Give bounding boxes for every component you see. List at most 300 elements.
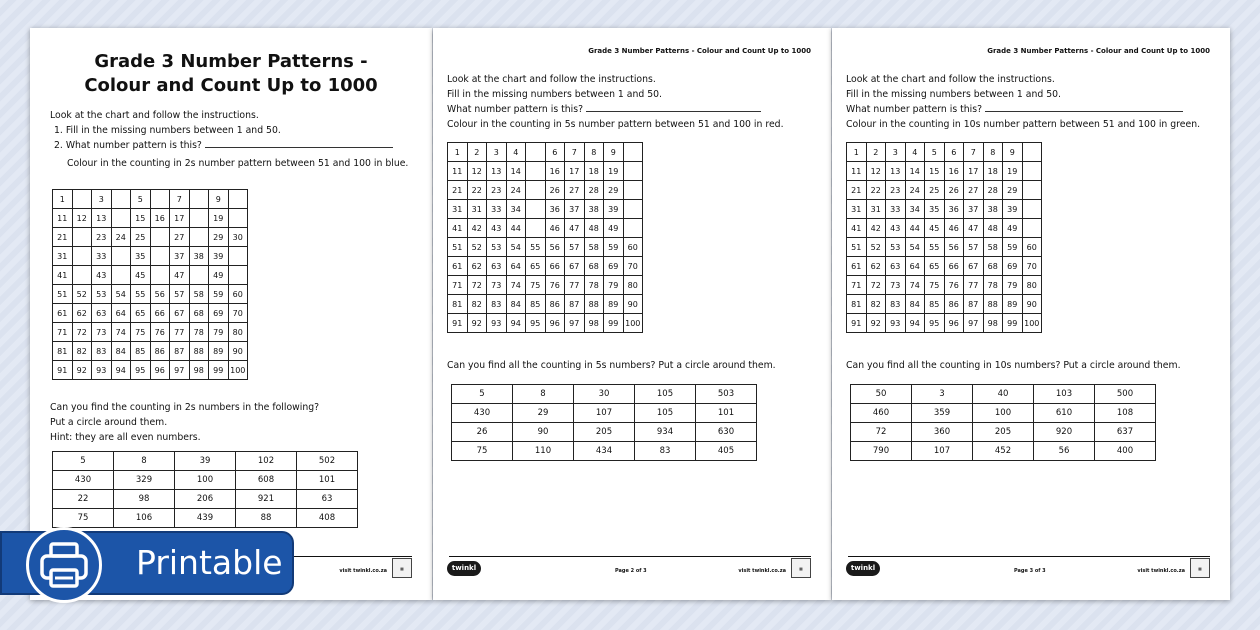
table-cell[interactable]: [526, 143, 546, 162]
table-cell: 65: [131, 304, 151, 323]
table-cell: 82: [866, 295, 886, 314]
table-cell: 90: [228, 342, 248, 361]
table-cell: 16: [944, 162, 964, 181]
table-cell: 15: [131, 209, 151, 228]
table-cell: 65: [925, 257, 945, 276]
table-cell: 21: [53, 228, 73, 247]
instruction-step-2: 2. What number pattern is this?: [54, 140, 202, 151]
table-cell: 62: [72, 304, 92, 323]
table-cell: 72: [851, 423, 912, 442]
table-cell: 1: [53, 190, 73, 209]
table-cell: 92: [72, 361, 92, 380]
table-row: [847, 181, 1042, 200]
table-cell[interactable]: [150, 190, 170, 209]
table-cell: 12: [866, 162, 886, 181]
table-cell[interactable]: [150, 247, 170, 266]
table-cell: 7: [964, 143, 984, 162]
table-cell: 41: [448, 219, 468, 238]
table-cell: 83: [635, 442, 696, 461]
table-cell: 8: [584, 143, 604, 162]
table-cell: 74: [111, 323, 131, 342]
page-header: Grade 3 Number Patterns - Colour and Count Up to 1000: [987, 47, 1210, 55]
table-cell: 39: [209, 247, 229, 266]
table-cell: 74: [905, 276, 925, 295]
table-cell: 61: [53, 304, 73, 323]
table-cell: 69: [604, 257, 624, 276]
table-cell: 41: [847, 219, 867, 238]
table-cell: 24: [111, 228, 131, 247]
question-text: Put a circle around them.: [50, 417, 168, 428]
table-cell: 75: [452, 442, 513, 461]
table-cell: 90: [1022, 295, 1042, 314]
table-cell: 93: [487, 314, 507, 333]
table-cell: 9: [1003, 143, 1023, 162]
table-cell: 79: [604, 276, 624, 295]
table-row: [452, 404, 757, 423]
table-cell: 101: [696, 404, 757, 423]
table-cell: 3: [912, 385, 973, 404]
table-row: [53, 509, 358, 528]
table-cell: 24: [905, 181, 925, 200]
table-cell: 88: [236, 509, 297, 528]
table-cell: 637: [1095, 423, 1156, 442]
table-cell: 76: [150, 323, 170, 342]
table-row: [448, 295, 643, 314]
table-cell[interactable]: [72, 228, 92, 247]
instruction-step-1: Fill in the missing numbers between 1 and 50.: [447, 89, 663, 100]
table-cell: 96: [545, 314, 565, 333]
table-cell: 66: [944, 257, 964, 276]
page-header: Grade 3 Number Patterns - Colour and Count Up to 1000: [588, 47, 811, 55]
table-cell[interactable]: [623, 162, 643, 181]
worksheet-page-2: [433, 28, 831, 600]
table-cell: 95: [131, 361, 151, 380]
table-cell: 51: [448, 238, 468, 257]
table-cell: 105: [635, 404, 696, 423]
table-cell: 6: [545, 143, 565, 162]
table-cell: 63: [487, 257, 507, 276]
table-cell[interactable]: [1022, 200, 1042, 219]
instruction-step-1: Fill in the missing numbers between 1 and 50.: [846, 89, 1062, 100]
table-cell: 54: [111, 285, 131, 304]
table-row: [53, 247, 248, 266]
table-cell: 21: [847, 181, 867, 200]
table-cell: 85: [526, 295, 546, 314]
table-cell: 80: [1022, 276, 1042, 295]
table-cell[interactable]: [111, 266, 131, 285]
table-cell: 79: [1003, 276, 1023, 295]
table-cell[interactable]: [189, 266, 209, 285]
table-cell: 63: [886, 257, 906, 276]
table-cell: 29: [1003, 181, 1023, 200]
table-cell: 29: [209, 228, 229, 247]
table-cell: 2: [866, 143, 886, 162]
table-cell: 107: [912, 442, 973, 461]
table-cell: 57: [964, 238, 984, 257]
table-cell: 71: [448, 276, 468, 295]
colour-instruction: Colour in the counting in 10s number pattern between 51 and 100 in green.: [846, 119, 1201, 130]
table-cell[interactable]: [228, 209, 248, 228]
table-cell: 94: [506, 314, 526, 333]
table-cell[interactable]: [623, 200, 643, 219]
instruction-step-2: What number pattern is this?: [447, 104, 584, 115]
table-row: [53, 323, 248, 342]
table-cell: 55: [925, 238, 945, 257]
table-cell: 78: [584, 276, 604, 295]
table-row: [448, 143, 643, 162]
table-cell: 93: [886, 314, 906, 333]
answer-table: [451, 384, 757, 461]
table-cell: 40: [973, 385, 1034, 404]
table-cell: 110: [513, 442, 574, 461]
table-cell: 43: [92, 266, 112, 285]
table-cell: 3: [487, 143, 507, 162]
table-cell: 31: [53, 247, 73, 266]
table-cell: 44: [905, 219, 925, 238]
table-cell: 80: [228, 323, 248, 342]
table-cell: 68: [983, 257, 1003, 276]
table-cell: 21: [448, 181, 468, 200]
table-cell: 52: [866, 238, 886, 257]
table-cell: 610: [1034, 404, 1095, 423]
instruction-step-2: What number pattern is this?: [846, 104, 983, 115]
table-cell: 67: [964, 257, 984, 276]
table-row: [53, 285, 248, 304]
answer-line[interactable]: [985, 103, 1183, 112]
table-cell: 30: [228, 228, 248, 247]
table-cell: 19: [209, 209, 229, 228]
table-cell: 73: [92, 323, 112, 342]
table-cell: 74: [506, 276, 526, 295]
table-cell[interactable]: [526, 162, 546, 181]
table-row: [53, 342, 248, 361]
thumbnail-icon: ▦: [1190, 558, 1210, 578]
table-cell: 84: [111, 342, 131, 361]
table-cell: 108: [1095, 404, 1156, 423]
table-cell: 76: [944, 276, 964, 295]
table-cell[interactable]: [72, 266, 92, 285]
table-cell[interactable]: [623, 219, 643, 238]
table-cell: 25: [131, 228, 151, 247]
table-cell: 70: [228, 304, 248, 323]
table-cell: 502: [297, 452, 358, 471]
table-cell: 59: [209, 285, 229, 304]
table-cell: 9: [209, 190, 229, 209]
table-cell: 47: [170, 266, 190, 285]
table-cell: 95: [526, 314, 546, 333]
table-cell: 59: [1003, 238, 1023, 257]
table-cell: 96: [150, 361, 170, 380]
table-cell: 921: [236, 490, 297, 509]
table-cell: 14: [506, 162, 526, 181]
table-cell[interactable]: [228, 247, 248, 266]
table-cell[interactable]: [150, 266, 170, 285]
table-cell: 98: [584, 314, 604, 333]
table-cell: 64: [905, 257, 925, 276]
table-cell: 90: [513, 423, 574, 442]
table-cell: 12: [72, 209, 92, 228]
table-cell: 4: [506, 143, 526, 162]
table-cell: 41: [53, 266, 73, 285]
table-cell: 77: [170, 323, 190, 342]
table-cell: 100: [175, 471, 236, 490]
table-cell: 86: [944, 295, 964, 314]
table-cell: 205: [574, 423, 635, 442]
thumbnail-icon: ▦: [791, 558, 811, 578]
table-cell: 95: [925, 314, 945, 333]
table-cell: 430: [452, 404, 513, 423]
table-cell: 22: [866, 181, 886, 200]
table-cell[interactable]: [111, 190, 131, 209]
table-cell: 33: [886, 200, 906, 219]
table-row: [452, 423, 757, 442]
table-cell: 103: [1034, 385, 1095, 404]
table-cell: 78: [983, 276, 1003, 295]
answer-line[interactable]: [205, 139, 393, 148]
table-cell: 1: [448, 143, 468, 162]
table-cell[interactable]: [111, 209, 131, 228]
printer-icon: [26, 527, 102, 603]
table-cell: 5: [53, 452, 114, 471]
table-cell: 38: [983, 200, 1003, 219]
answer-line[interactable]: [586, 103, 761, 112]
table-row: [851, 385, 1156, 404]
table-cell: 94: [111, 361, 131, 380]
table-cell: 790: [851, 442, 912, 461]
table-cell: 26: [545, 181, 565, 200]
table-cell[interactable]: [526, 181, 546, 200]
table-cell: 56: [944, 238, 964, 257]
table-cell[interactable]: [189, 209, 209, 228]
table-row: [452, 385, 757, 404]
table-cell: 98: [114, 490, 175, 509]
table-cell: 55: [526, 238, 546, 257]
footer-visit: visit twinkl.co.za: [738, 568, 786, 574]
table-cell: 503: [696, 385, 757, 404]
table-cell[interactable]: [228, 266, 248, 285]
table-cell: 51: [847, 238, 867, 257]
table-cell: 98: [983, 314, 1003, 333]
table-cell: 86: [545, 295, 565, 314]
table-cell: 73: [487, 276, 507, 295]
colour-instruction: Colour in the counting in 5s number pattern between 51 and 100 in red.: [447, 119, 784, 130]
table-cell: 91: [448, 314, 468, 333]
worksheet-page-1: [30, 28, 432, 600]
table-row: [452, 442, 757, 461]
table-cell[interactable]: [189, 228, 209, 247]
table-row: [53, 490, 358, 509]
table-cell: 70: [1022, 257, 1042, 276]
table-cell: 23: [487, 181, 507, 200]
table-cell: 359: [912, 404, 973, 423]
table-cell: 33: [487, 200, 507, 219]
table-cell[interactable]: [150, 228, 170, 247]
table-cell: 7: [565, 143, 585, 162]
table-cell: 29: [604, 181, 624, 200]
table-cell: 2: [467, 143, 487, 162]
table-cell: 27: [565, 181, 585, 200]
table-cell: 88: [983, 295, 1003, 314]
table-cell[interactable]: [1022, 162, 1042, 181]
table-cell: 31: [847, 200, 867, 219]
table-cell: 68: [189, 304, 209, 323]
table-cell: 400: [1095, 442, 1156, 461]
table-cell: 62: [866, 257, 886, 276]
instructions-intro: Look at the chart and follow the instructions.: [447, 74, 656, 85]
table-cell: 72: [866, 276, 886, 295]
table-cell: 17: [565, 162, 585, 181]
table-cell: 92: [866, 314, 886, 333]
table-row: [448, 181, 643, 200]
table-cell: 86: [150, 342, 170, 361]
table-cell: 64: [111, 304, 131, 323]
table-cell: 58: [983, 238, 1003, 257]
table-cell: 71: [53, 323, 73, 342]
table-cell: 89: [1003, 295, 1023, 314]
table-cell: 47: [565, 219, 585, 238]
table-row: [53, 209, 248, 228]
table-cell: 45: [925, 219, 945, 238]
table-cell: 27: [170, 228, 190, 247]
table-cell: 16: [545, 162, 565, 181]
table-cell: 53: [886, 238, 906, 257]
table-cell[interactable]: [526, 200, 546, 219]
table-cell: 39: [604, 200, 624, 219]
table-cell[interactable]: [526, 219, 546, 238]
table-cell: 80: [623, 276, 643, 295]
table-cell: 59: [604, 238, 624, 257]
table-cell: 83: [886, 295, 906, 314]
table-cell: 23: [886, 181, 906, 200]
table-cell: 75: [526, 276, 546, 295]
table-cell: 44: [506, 219, 526, 238]
table-cell: 97: [964, 314, 984, 333]
table-cell[interactable]: [72, 190, 92, 209]
table-cell: 55: [131, 285, 151, 304]
table-cell: 97: [565, 314, 585, 333]
table-cell: 22: [53, 490, 114, 509]
table-row: [851, 404, 1156, 423]
table-cell: 57: [170, 285, 190, 304]
table-cell: 54: [905, 238, 925, 257]
table-cell: 28: [584, 181, 604, 200]
table-cell: 11: [53, 209, 73, 228]
table-cell[interactable]: [1022, 143, 1042, 162]
table-cell: 19: [604, 162, 624, 181]
table-cell: 72: [72, 323, 92, 342]
table-cell: 87: [170, 342, 190, 361]
table-cell: 70: [623, 257, 643, 276]
table-cell: 99: [1003, 314, 1023, 333]
table-cell[interactable]: [189, 190, 209, 209]
table-cell: 43: [487, 219, 507, 238]
table-row: [847, 162, 1042, 181]
table-cell: 630: [696, 423, 757, 442]
page-number: Page 2 of 3: [615, 568, 647, 574]
table-cell: 90: [623, 295, 643, 314]
table-cell[interactable]: [623, 181, 643, 200]
table-cell: 18: [983, 162, 1003, 181]
table-cell: 63: [297, 490, 358, 509]
table-cell: 3: [886, 143, 906, 162]
table-cell: 84: [506, 295, 526, 314]
table-row: [851, 423, 1156, 442]
table-cell: 100: [1022, 314, 1042, 333]
table-cell: 66: [150, 304, 170, 323]
table-cell: 920: [1034, 423, 1095, 442]
table-cell: 49: [1003, 219, 1023, 238]
table-cell: 206: [175, 490, 236, 509]
table-cell[interactable]: [72, 247, 92, 266]
table-cell: 81: [53, 342, 73, 361]
table-cell: 13: [886, 162, 906, 181]
table-cell: 89: [604, 295, 624, 314]
table-cell: 96: [944, 314, 964, 333]
question-text: Can you find the counting in 2s numbers in the following?: [50, 402, 320, 413]
table-cell: 34: [506, 200, 526, 219]
page-number: Page 3 of 3: [1014, 568, 1046, 574]
table-cell: 48: [584, 219, 604, 238]
table-cell: 25: [925, 181, 945, 200]
hint-text: Hint: they are all even numbers.: [50, 432, 201, 443]
table-cell: 430: [53, 471, 114, 490]
table-cell: 27: [964, 181, 984, 200]
table-cell: 82: [467, 295, 487, 314]
table-cell: 91: [847, 314, 867, 333]
table-cell: 62: [467, 257, 487, 276]
table-cell: 22: [467, 181, 487, 200]
table-cell: 49: [604, 219, 624, 238]
table-cell: 38: [189, 247, 209, 266]
table-cell: 58: [189, 285, 209, 304]
table-cell[interactable]: [1022, 219, 1042, 238]
table-cell: 934: [635, 423, 696, 442]
footer-visit: visit twinkl.co.za: [339, 568, 387, 574]
table-cell: 89: [209, 342, 229, 361]
table-row: [53, 361, 248, 380]
table-cell: 56: [150, 285, 170, 304]
table-cell: 28: [983, 181, 1003, 200]
table-cell: 81: [847, 295, 867, 314]
table-cell: 12: [467, 162, 487, 181]
table-row: [847, 200, 1042, 219]
table-row: [448, 162, 643, 181]
table-cell: 16: [150, 209, 170, 228]
table-cell: 75: [925, 276, 945, 295]
table-row: [448, 238, 643, 257]
table-cell: 99: [604, 314, 624, 333]
table-cell: 53: [92, 285, 112, 304]
table-cell[interactable]: [111, 247, 131, 266]
table-cell[interactable]: [1022, 181, 1042, 200]
table-cell: 35: [925, 200, 945, 219]
answer-table: [850, 384, 1156, 461]
table-cell: 53: [487, 238, 507, 257]
table-cell[interactable]: [228, 190, 248, 209]
table-cell[interactable]: [623, 143, 643, 162]
table-cell: 69: [209, 304, 229, 323]
table-cell: 5: [452, 385, 513, 404]
table-cell: 43: [886, 219, 906, 238]
table-cell: 51: [53, 285, 73, 304]
table-cell: 11: [448, 162, 468, 181]
table-row: [448, 257, 643, 276]
table-cell: 5: [131, 190, 151, 209]
table-cell: 94: [905, 314, 925, 333]
table-cell: 77: [964, 276, 984, 295]
table-cell: 67: [170, 304, 190, 323]
instruction-step-1: 1. Fill in the missing numbers between 1 and 50.: [54, 125, 281, 136]
